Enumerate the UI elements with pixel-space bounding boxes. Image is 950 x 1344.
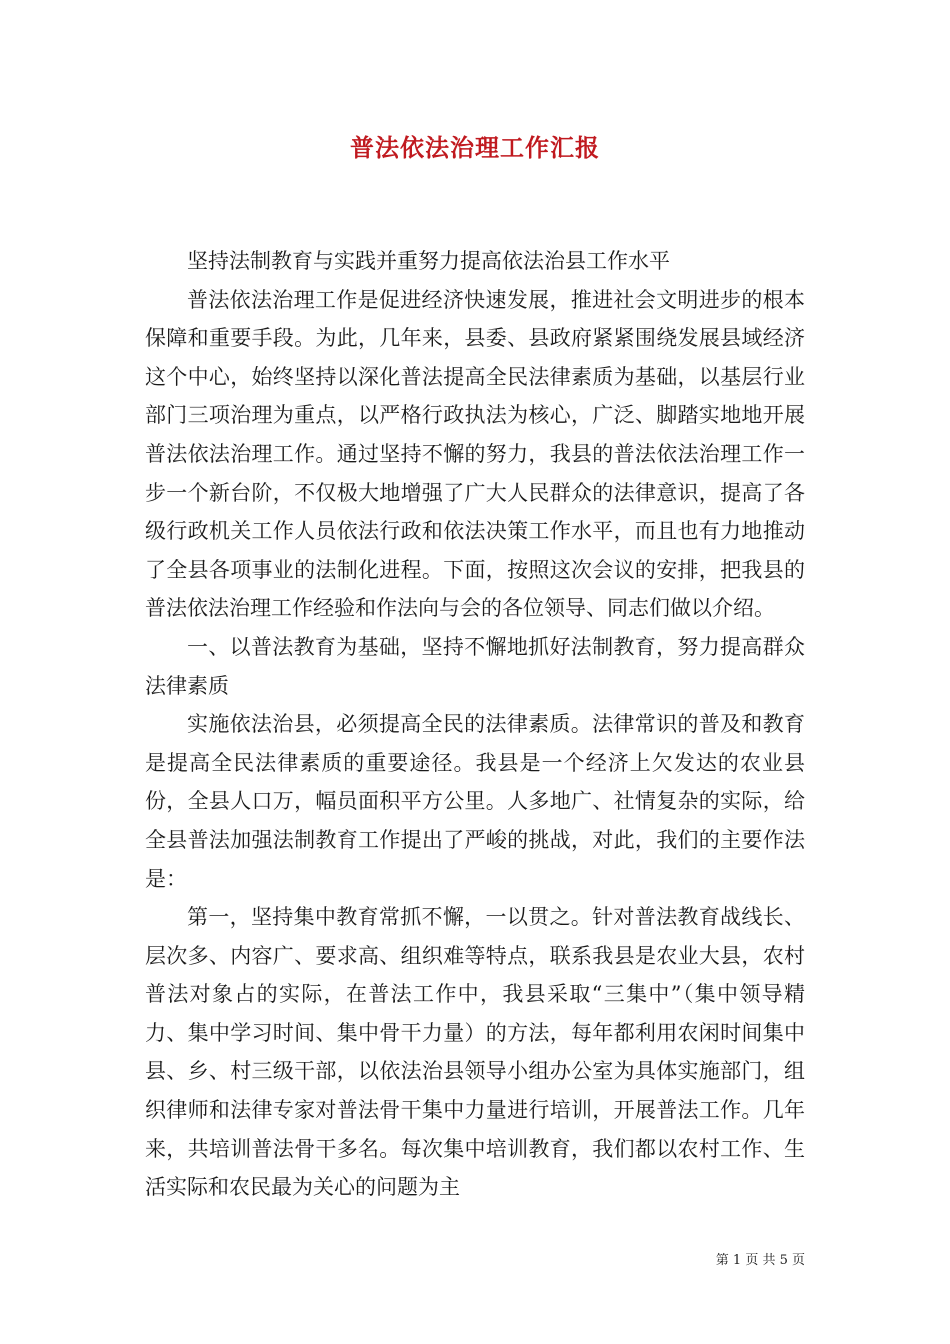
page-number-footer: 第 1 页 共 5 页 <box>715 1253 805 1268</box>
paragraph-intro: 普法依法治理工作是促进经济快速发展，推进社会文明进步的根本保障和重要手段。为此，几年来，县委、县政府紧紧围绕发展县域经济这个中心，始终坚持以深化普法提高全民法律素质为基础，以基层行业部门三项治理为重点，以严格行政执法为核心，广泛、脚踏实地地开展普法依法治理工作。通过坚持不懈的努力，我县的普法依法治理工作一步一个新台阶，不仅极大地增强了广大人民群众的法律意识，提高了各级行政机关工作人员依法行政和依法决策工作水平，而且也有力地推动了全县各项事业的法制化进程。下面，按照这次会议的安排，把我县的普法依法治理工作经验和作法向与会的各位领导、同志们做以介绍。 <box>145 287 805 621</box>
paragraph-section-heading: 一、以普法教育为基础，坚持不懈地抓好法制教育，努力提高群众法律素质 <box>145 634 805 698</box>
document-title: 普法依法治理工作汇报 <box>350 133 600 162</box>
document-body <box>145 242 805 1207</box>
paragraph-section-body: 实施依法治县，必须提高全民的法律素质。法律常识的普及和教育是提高全民法律素质的重要途径。我县是一个经济上欠发达的农业县份，全县人口万，幅员面积平方公里。人多地广、社情复杂的实际，给全县普法加强法制教育工作提出了严峻的挑战，对此，我们的主要作法是： <box>145 712 805 891</box>
paragraph-subtitle: 坚持法制教育与实践并重努力提高依法治县工作水平 <box>187 249 670 273</box>
paragraph-first-point: 第一，坚持集中教育常抓不懈，一以贯之。针对普法教育战线长、层次多、内容广、要求高、组织难等特点，联系我县是农业大县，农村普法对象占的实际，在普法工作中，我县采取“三集中”（集中领导精力、集中学习时间、集中骨干力量）的方法，每年都利用农闲时间集中县、乡、村三级干部，以依法治县领导小组办公室为具体实施部门，组织律师和法律专家对普法骨干集中力量进行培训，开展普法工作。几年来，共培训普法骨干多名。每次集中培训教育，我们都以农村工作、生活实际和农民最为关心的问题为主 <box>145 905 805 1200</box>
